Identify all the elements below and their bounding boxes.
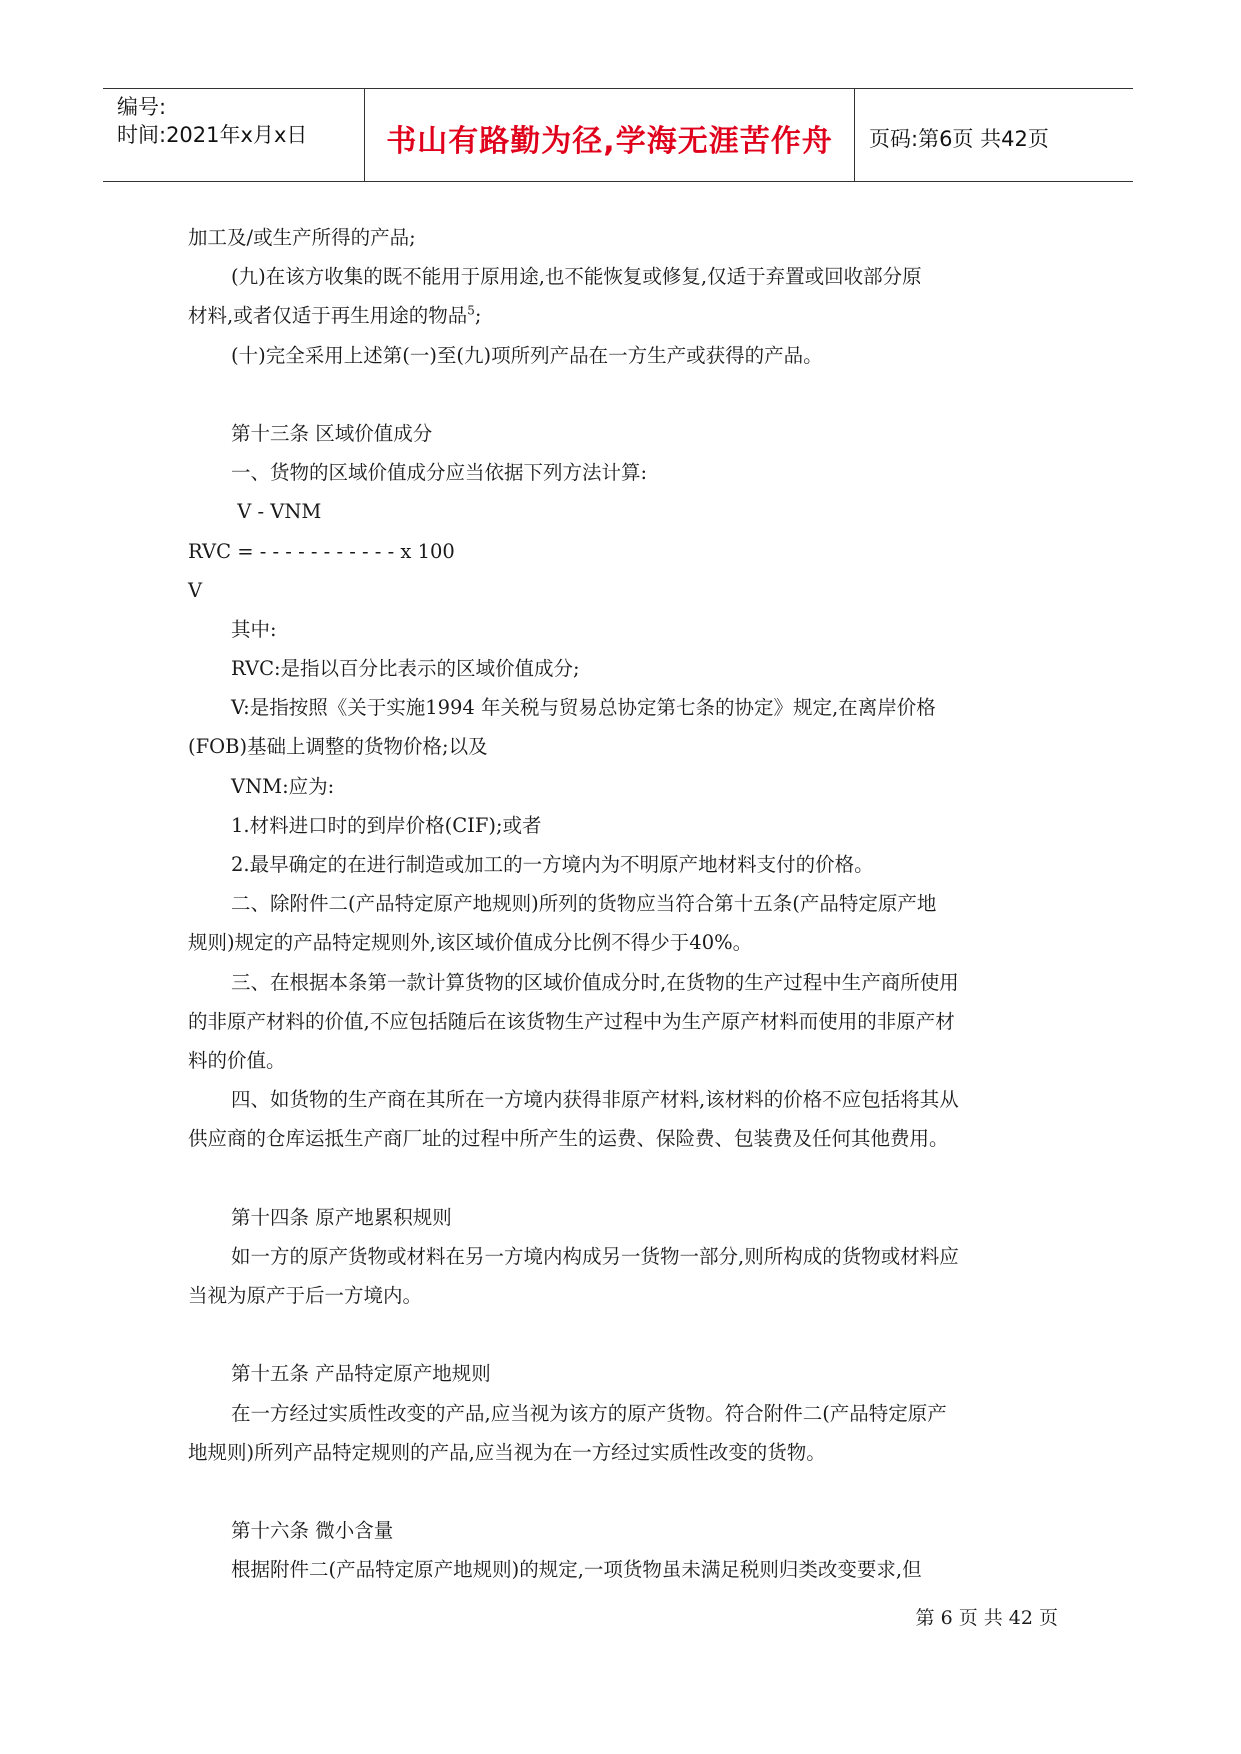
paragraph-line: 根据附件二(产品特定原产地规则)的规定,一项货物虽未满足税则归类改变要求,但 [231,1558,922,1582]
paragraph-line: 料的价值。 [188,1048,286,1072]
paragraph-line: 如一方的原产货物或材料在另一方境内构成另一货物一部分,则所构成的货物或材料应 [231,1244,959,1268]
paragraph-line: 1.材料进口时的到岸价格(CIF);或者 [231,813,542,837]
document-body [188,218,1058,1590]
paragraph-line [188,296,1058,335]
header-page-code: 页码:第6页 共42页 [869,127,1049,151]
text-span: 材料,或者仅适于再生用途的物品 [188,304,468,328]
section-heading: 第十四条 原产地累积规则 [231,1205,452,1229]
text-span: ; [474,304,482,328]
paragraph-line: VNM:应为: [231,774,335,798]
paragraph-line: 四、如货物的生产商在其所在一方境内获得非原产材料,该材料的价格不应包括将其从 [231,1088,959,1112]
paragraph-line: 在一方经过实质性改变的产品,应当视为该方的原产货物。符合附件二(产品特定原产 [231,1401,947,1425]
number-label: 编号: [117,95,167,119]
section-heading: 第十五条 产品特定原产地规则 [231,1362,491,1386]
header-meta [103,89,365,181]
footnote-marker: 5 [467,303,475,318]
formula-numerator: V - VNM [231,500,322,524]
header-motto: 书山有路勤为径,学海无涯苦作舟 [365,89,855,181]
paragraph-line: 其中: [231,617,277,641]
paragraph-line: V:是指按照《关于实施1994 年关税与贸易总协定第七条的协定》规定,在离岸价格 [231,696,936,720]
paragraph-line: 地规则)所列产品特定规则的产品,应当视为在一方经过实质性改变的货物。 [188,1440,826,1464]
page-footer: 第 6 页 共 42 页 [915,1607,1058,1629]
paragraph-line: 当视为原产于后一方境内。 [188,1284,423,1308]
time-label: 时间:2021年x月x日 [117,123,308,147]
paragraph-line: (九)在该方收集的既不能用于原用途,也不能恢复或修复,仅适于弃置或回收部分原 [231,265,922,289]
paragraph-line: RVC:是指以百分比表示的区域价值成分; [231,657,580,681]
page-header [103,88,1133,182]
paragraph-line: 二、除附件二(产品特定原产地规则)所列的货物应当符合第十五条(产品特定原产地 [231,892,937,916]
paragraph-line: 规则)规定的产品特定规则外,该区域价值成分比例不得少于40%。 [188,931,753,955]
formula-denominator: V [188,578,203,602]
section-heading: 第十六条 微小含量 [231,1519,394,1543]
paragraph-line: (十)完全采用上述第(一)至(九)项所列产品在一方生产或获得的产品。 [231,343,823,367]
paragraph-line: 三、在根据本条第一款计算货物的区域价值成分时,在货物的生产过程中生产商所使用 [231,970,959,994]
formula-line: RVC = - - - - - - - - - - - x 100 [188,539,455,563]
paragraph-line: 加工及/或生产所得的产品; [188,226,416,249]
paragraph-line: 2.最早确定的在进行制造或加工的一方境内为不明原产地材料支付的价格。 [231,853,874,876]
paragraph-line: 的非原产材料的价值,不应包括随后在该货物生产过程中为生产原产材料而使用的非原产材 [188,1009,955,1033]
paragraph-line: (FOB)基础上调整的货物价格;以及 [188,735,488,759]
section-heading: 第十三条 区域价值成分 [231,421,433,445]
paragraph-line: 一、货物的区域价值成分应当依据下列方法计算: [231,461,648,485]
paragraph-line: 供应商的仓库运抵生产商厂址的过程中所产生的运费、保险费、包装费及任何其他费用。 [188,1127,949,1151]
